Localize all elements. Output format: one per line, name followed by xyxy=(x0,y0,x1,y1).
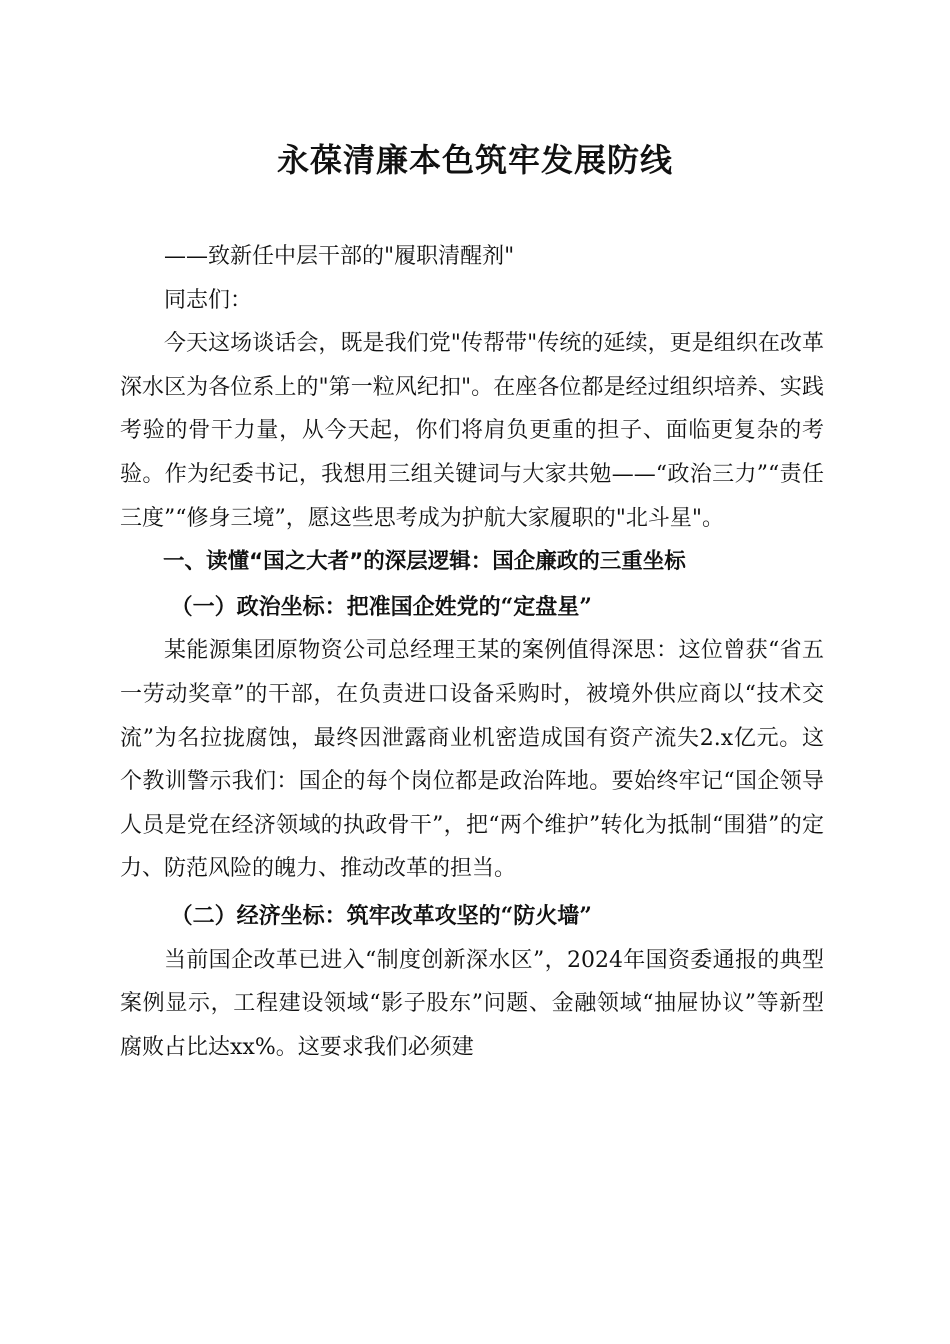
document-body xyxy=(120,235,824,1069)
subsection-heading-1: （一）政治坐标：把准国企姓党的“定盘星” xyxy=(170,593,592,620)
document-title: 永葆清廉本色筑牢发展防线 xyxy=(276,141,673,179)
subsection-paragraph-1: 某能源集团原物资公司总经理王某的案例值得深思：这位曾获“省五一劳动奖章”的干部，在负责进口设备采购时，被境外供应商以“技术交流”为名拉拢腐蚀，最终因泄露商业机密造成国有资产流失2.x亿元。这个教训警示我们：国企的每个岗位都是政治阵地。要始终牢记“国企领导人员是党在经济领域的执政骨干”，把“两个维护”转化为抵制“围猎”的定力、防范风险的魄力、推动改革的担当。 xyxy=(120,638,824,882)
salutation: 同志们： xyxy=(164,287,253,313)
intro-paragraph: 今天这场谈话会，既是我们党"传帮带"传统的延续，更是组织在改革深水区为各位系上的"第一粒风纪扣"。在座各位都是经过组织培养、实践考验的骨干力量，从今天起，你们将肩负更重的担子、面临更复杂的考验。作为纪委书记，我想用三组关键词与大家共勉——“政治三力”“责任三度”“修身三境”，愿这些思考成为护航大家履职的"北斗星"。 xyxy=(120,331,824,531)
subtitle: ——致新任中层干部的"履职清醒剂" xyxy=(164,244,515,269)
subsection-heading-2: （二）经济坐标：筑牢改革攻坚的“防火墙” xyxy=(170,902,592,929)
subsection-paragraph-2: 当前国企改革已进入“制度创新深水区”，2024年国资委通报的典型案例显示，工程建设领域“影子股东”问题、金融领域“抽屉协议”等新型腐败占比达xx%。这要求我们必须建 xyxy=(120,947,824,1060)
section-heading-1: 一、读懂“国之大者”的深层逻辑：国企廉政的三重坐标 xyxy=(163,549,686,575)
